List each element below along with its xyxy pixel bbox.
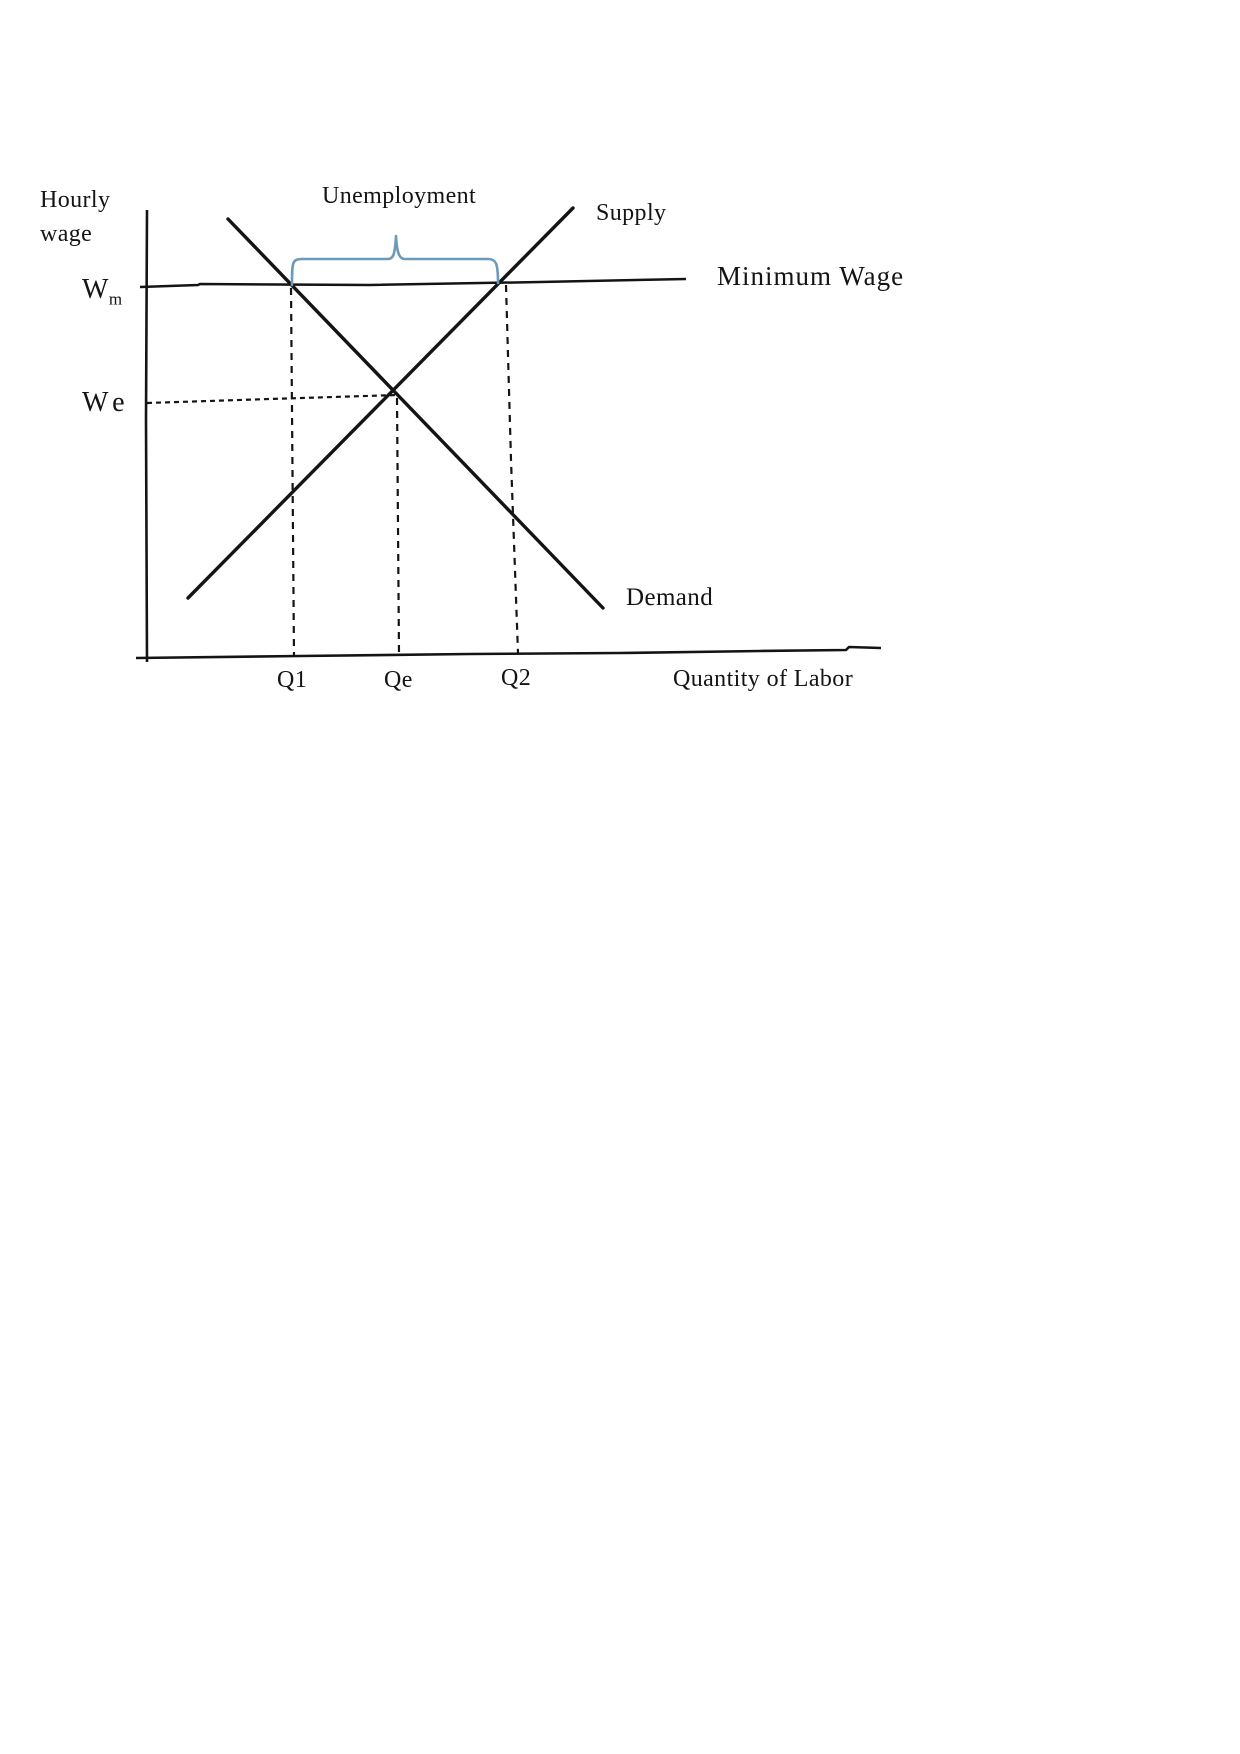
qe-dashed-line [397, 398, 399, 655]
y-axis-line [146, 210, 147, 662]
supply-curve-label: Supply [596, 200, 667, 226]
wm-tick-base: W [82, 274, 109, 305]
y-axis-title-line2: wage [40, 221, 93, 247]
y-axis-title [40, 183, 110, 251]
demand-curve-label: Demand [626, 584, 714, 611]
x-axis-title: Quantity of Labor [673, 666, 854, 692]
unemployment-brace [292, 236, 498, 285]
y-axis-title-line1: Hourly [40, 187, 111, 213]
we-tick-label: We [82, 387, 131, 418]
demand-curve-line [228, 219, 603, 608]
qe-tick-label: Qe [384, 667, 413, 693]
q2-tick-label: Q2 [501, 665, 532, 691]
minimum-wage-line-label: Minimum Wage [717, 261, 905, 291]
unemployment-annotation-label: Unemployment [322, 183, 477, 209]
q2-dashed-line [506, 285, 518, 653]
supply-curve-line [188, 208, 573, 598]
minimum-wage-line [140, 279, 686, 287]
q1-dashed-line [291, 288, 294, 656]
x-axis-line [136, 647, 881, 658]
we-dashed-line [147, 395, 397, 403]
wm-tick-subscript: m [108, 289, 123, 309]
q1-tick-label: Q1 [277, 667, 308, 693]
wm-tick-label [82, 273, 122, 310]
